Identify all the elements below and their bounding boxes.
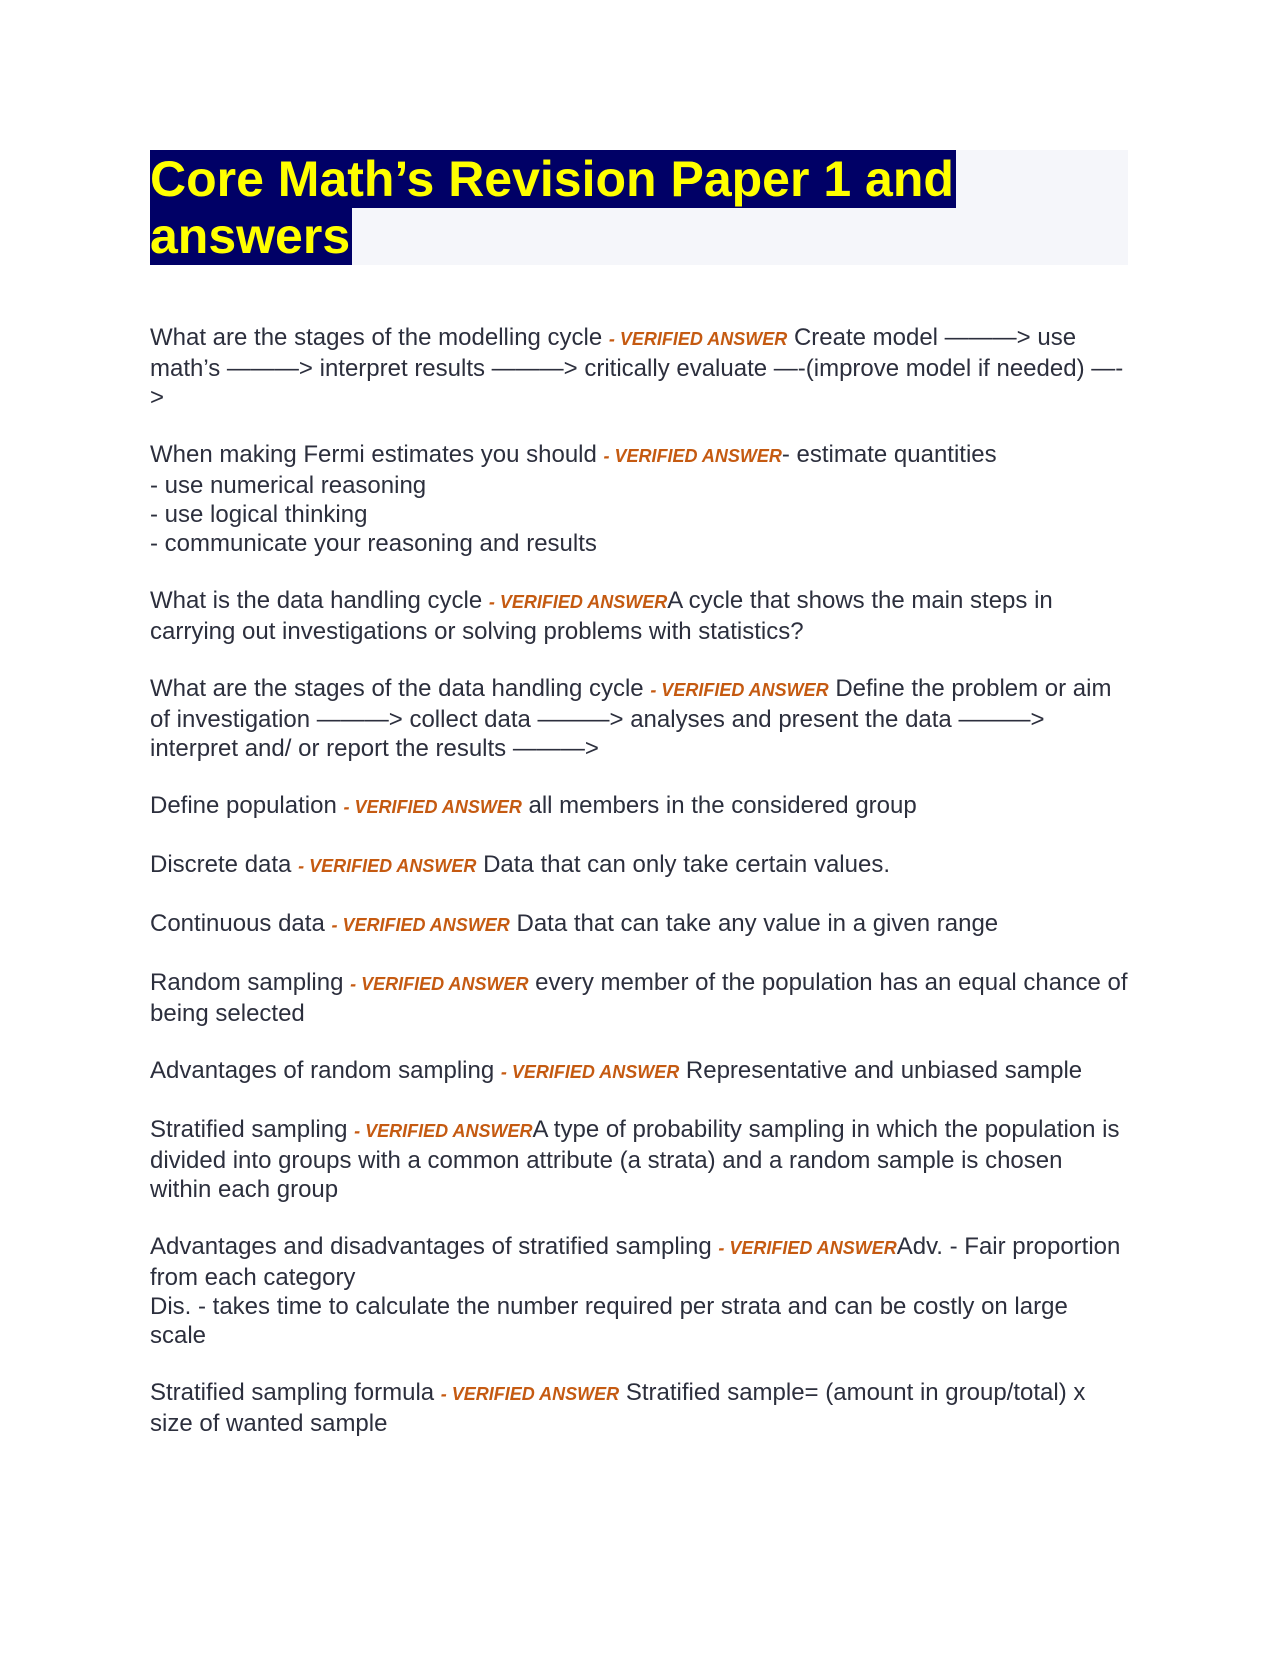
answer-text: Stratified sample= (amount in group/total) x size of wanted sample bbox=[150, 1379, 1086, 1437]
verified-answer-marker: - VERIFIED ANSWER bbox=[343, 797, 522, 817]
answer-text: Data that can take any value in a given range bbox=[516, 910, 999, 937]
qa-list bbox=[150, 323, 1128, 1438]
qa-item bbox=[150, 586, 1128, 646]
qa-item bbox=[150, 1232, 1128, 1350]
answer-line: - use numerical reasoning bbox=[150, 472, 427, 499]
verified-answer-marker: - VERIFIED ANSWER bbox=[718, 1238, 897, 1258]
qa-item bbox=[150, 968, 1128, 1028]
question-text: Stratified sampling bbox=[150, 1116, 348, 1143]
qa-item bbox=[150, 323, 1128, 412]
qa-item bbox=[150, 850, 1128, 881]
qa-item bbox=[150, 674, 1128, 763]
document-page bbox=[150, 150, 1128, 1466]
verified-answer-marker: - VERIFIED ANSWER bbox=[331, 915, 510, 935]
verified-answer-marker: - VERIFIED ANSWER bbox=[354, 1121, 533, 1141]
answer-text: A type of probability sampling in which the population is divided into groups with a common attribute (a strata) and a random sample is chosen within each group bbox=[150, 1116, 1120, 1203]
verified-answer-marker: - VERIFIED ANSWER bbox=[650, 680, 829, 700]
answer-text: Adv. - Fair proportion from each category bbox=[150, 1233, 1121, 1291]
answer-text: all members in the considered group bbox=[528, 792, 917, 819]
question-text: What are the stages of the modelling cycle bbox=[150, 324, 603, 351]
question-text: Stratified sampling formula bbox=[150, 1379, 435, 1406]
answer-line: Dis. - takes time to calculate the number required per strata and can be costly on large scale bbox=[150, 1293, 1068, 1349]
question-text: Discrete data bbox=[150, 851, 292, 878]
page-title-line-1: Core Math’s Revision Paper 1 and bbox=[150, 151, 954, 207]
answer-text: Define the problem or aim of investigation ———> collect data ———> analyses and present the data ———> interpret and/ or report the results ———> bbox=[150, 675, 1112, 762]
question-text: When making Fermi estimates you should bbox=[150, 441, 597, 468]
verified-answer-marker: - VERIFIED ANSWER bbox=[603, 446, 782, 466]
page-title-line-2: answers bbox=[150, 208, 351, 264]
answer-text: Create model ———> use math’s ———> interpret results ———> critically evaluate —-(improve model if needed) —-> bbox=[150, 324, 1124, 411]
question-text: Define population bbox=[150, 792, 337, 819]
qa-item bbox=[150, 1056, 1128, 1087]
answer-text: Data that can only take certain values. bbox=[483, 851, 890, 878]
verified-answer-marker: - VERIFIED ANSWER bbox=[500, 1062, 680, 1082]
answer-line: - use logical thinking bbox=[150, 501, 368, 528]
qa-item bbox=[150, 791, 1128, 822]
question-text: Advantages and disadvantages of stratified sampling bbox=[150, 1233, 712, 1260]
verified-answer-marker: - VERIFIED ANSWER bbox=[608, 329, 788, 349]
answer-text: Representative and unbiased sample bbox=[685, 1057, 1083, 1084]
question-text: Continuous data bbox=[150, 910, 325, 937]
answer-text: - estimate quantities bbox=[781, 441, 997, 468]
qa-item bbox=[150, 440, 1128, 558]
qa-item bbox=[150, 1115, 1128, 1204]
question-text: What are the stages of the data handling cycle bbox=[150, 675, 644, 702]
verified-answer-marker: - VERIFIED ANSWER bbox=[350, 974, 529, 994]
answer-text: every member of the population has an equal chance of being selected bbox=[150, 969, 1128, 1027]
verified-answer-marker: - VERIFIED ANSWER bbox=[488, 592, 668, 612]
qa-item bbox=[150, 909, 1128, 940]
title-block bbox=[150, 150, 1128, 265]
question-text: What is the data handling cycle bbox=[150, 587, 483, 614]
verified-answer-marker: - VERIFIED ANSWER bbox=[298, 856, 477, 876]
answer-line: - communicate your reasoning and results bbox=[150, 530, 597, 557]
question-text: Advantages of random sampling bbox=[150, 1057, 495, 1084]
verified-answer-marker: - VERIFIED ANSWER bbox=[440, 1384, 620, 1404]
question-text: Random sampling bbox=[150, 969, 344, 996]
answer-text: A cycle that shows the main steps in carrying out investigations or solving problems with statistics? bbox=[150, 587, 1053, 645]
qa-item bbox=[150, 1378, 1128, 1438]
